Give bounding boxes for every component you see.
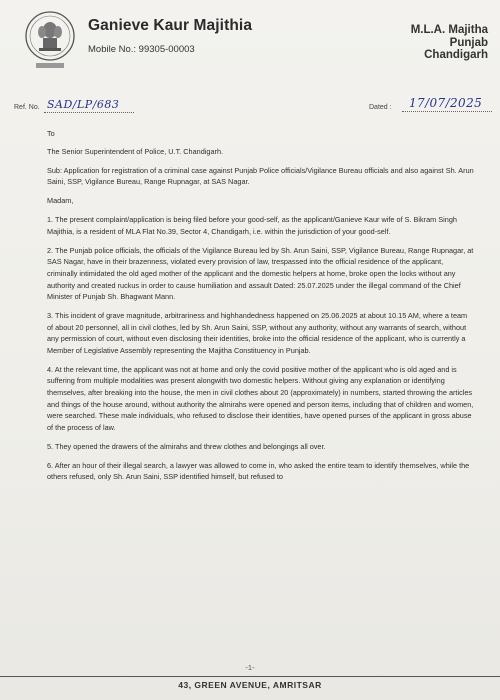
page-number: -1- [245, 663, 255, 672]
footer-divider [0, 676, 500, 677]
paragraph-4: 4. At the relevant time, the applicant was not at home and only the covid positive mother of the applicant who is old aged and is suffering from multiple modalities was present alongwith two domestic helpers. Without giving any explanation or identifying themselves, after breaking into the house, the men in civil clothes about 20 (approximately) in numbers, started throwing the articles and things of the house around, without authority the almirahs were opened and person items, including that of children and women, were searched. These male individuals, who refused to disclose their identities, have opened purses of the applicant in gross abuse of the process of law. [47, 364, 474, 432]
title-line-1: M.L.A. Majitha [410, 24, 488, 36]
footer-address: 43, GREEN AVENUE, AMRITSAR [178, 680, 322, 690]
ref-label: Ref. No. [14, 104, 40, 111]
title-line-2: Punjab [449, 36, 488, 49]
letter-to: To [47, 129, 55, 138]
state-emblem-icon [24, 10, 76, 72]
ref-number: SAD/LP/683 [47, 98, 120, 111]
letterhead-name: Ganieve Kaur Majithia [88, 17, 253, 34]
paragraph-3: 3. This incident of grave magnitude, arbitrariness and highhandedness happened on 25.06.2025 at about 10.15 AM, where a team of about 20 personnel, all in civil clothes, led by Sh. Arun Saini, SSP, without any authority, without any warrants of search, without any permission of court, without even disclosing their identities, broke into the official residence of the applicant, who is currently a Member of Legislative Assembly representing the Majitha Constituency in Punjab. [47, 311, 468, 355]
date-underline [402, 111, 492, 112]
dated-value: 17/07/2025 [409, 96, 483, 110]
paragraph-6: 6. After an hour of their illegal search, a lawyer was allowed to come in, who asked the entire team to identify themselves, while the others refused, only Sh. Arun Saini, SSP identified himself, but refused to [47, 460, 470, 482]
letter-body [47, 128, 475, 490]
letterhead-title [411, 24, 488, 62]
reference-row [14, 98, 494, 118]
letterhead-mobile: Mobile No.: 99305-00003 [88, 44, 195, 55]
paragraph-1: 1. The present complaint/application is being filed before your good-self, as the applicant/Ganieve Kaur wife of S. Bikram Singh Majithia, is a resident of MLA Flat No.39, Sector 4, Chandigarh, i.e. within the jurisdiction of your good-self. [47, 215, 457, 236]
paragraph-5: 5. They opened the drawers of the almirahs and threw clothes and belongings all over. [47, 441, 326, 451]
title-line-3: Chandigarh [424, 49, 488, 61]
ref-underline [44, 112, 134, 113]
paragraph-2: 2. The Punjab police officials, the officials of the Vigilance Bureau led by Sh. Arun Saini, SSP, Vigilance Bureau, Range Rupnagar, at SAS Nagar, have in their brazenness, violated every provision of law, trespassed into the official residence of the applicant, criminally intimidated the old aged mother of the applicant and the domestic helpers at home, broke open the locks without any authority and created ruckus in order to cause humiliation and assault Dated: 25.07.2025 under the illegal command of the Chief Minister of Punjab Sh. Bhagwant Mann. [47, 245, 474, 302]
letter-subject: Sub: Application for registration of a criminal case against Punjab Police officials/Vigilance Bureau officials and also against Sh. Arun Saini, SSP, Vigilance Bureau, Range Rupnagar, at SAS Nagar. [47, 165, 474, 187]
letter-salutation: Madam, [47, 196, 74, 206]
letter-recipient: The Senior Superintendent of Police, U.T. Chandigarh. [47, 146, 224, 156]
dated-label: Dated : [369, 104, 392, 111]
